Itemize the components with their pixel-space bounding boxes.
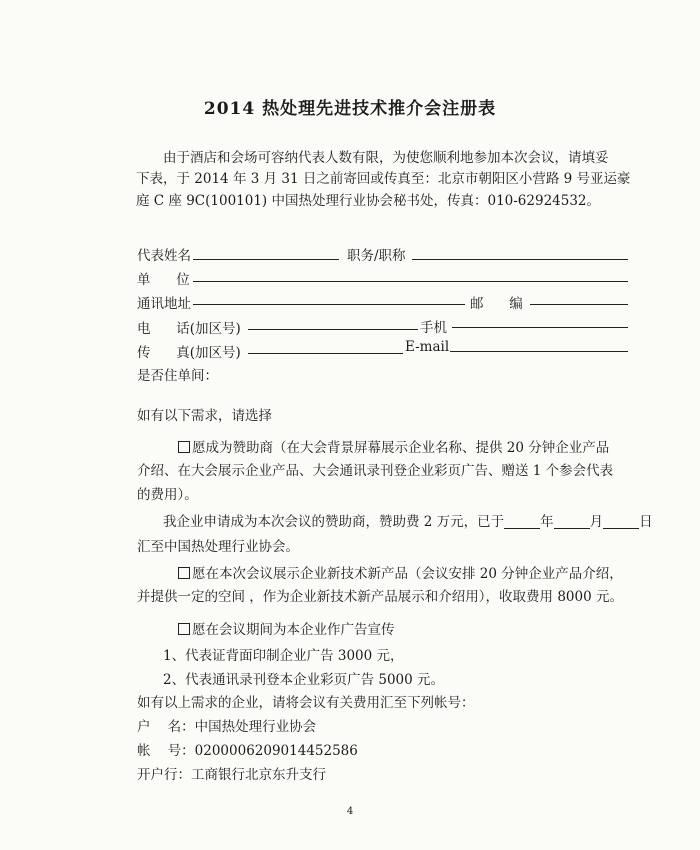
mobile-field[interactable]: [452, 327, 628, 328]
sponsor-apply-line-2: 汇至中国热处理行业协会。: [137, 539, 299, 555]
sponsor-apply-line: [163, 512, 653, 533]
page-number: 4: [346, 806, 354, 817]
account-name: 户 名：中国热处理行业协会: [137, 719, 317, 735]
room-label: 是否住单间：: [137, 368, 218, 384]
fax-label: 传 真(加区号): [137, 345, 241, 361]
account-number: 帐 号：0200006209014452586: [137, 743, 358, 759]
exhibit-line-1: 愿在本次会议展示企业新技术新产品（会议安排 20 分钟企业产品介绍，: [192, 566, 623, 582]
fax-field[interactable]: [248, 353, 403, 354]
name-label: 代表姓名: [137, 248, 191, 264]
exhibit-checkbox[interactable]: [178, 567, 190, 579]
unit-field[interactable]: [193, 281, 628, 282]
sponsor-line-3: 的费用）。: [137, 487, 198, 503]
page-title: 2014 热处理先进技术推介会注册表: [203, 99, 497, 119]
unit-label: 单 位: [137, 272, 190, 288]
advert-option: [178, 620, 395, 641]
phone-field[interactable]: [248, 329, 418, 330]
sponsor-option: [178, 438, 609, 459]
sponsor-line-1: 愿成为赞助商（在大会背景屏幕展示企业名称、提供 20 分钟企业产品: [192, 440, 610, 456]
exhibit-line-2: 并提供一定的空间 ，作为企业新技术新产品展示和介绍用），收取费用 8000 元。: [137, 589, 623, 605]
email-field[interactable]: [450, 351, 628, 352]
postcode-field[interactable]: [530, 304, 628, 305]
sponsor-line-2: 介绍、在大会展示企业产品、大会通讯录刊登企业彩页广告、赠送 1 个参会代表: [137, 463, 614, 479]
year-label: 年: [540, 514, 554, 530]
advert-item-2: 2、代表通讯录刊登本企业彩页广告 5000 元。: [163, 672, 445, 688]
position-label: 职务/职称: [347, 248, 406, 264]
sponsor-checkbox[interactable]: [178, 441, 190, 453]
year-field[interactable]: [504, 514, 540, 529]
day-label: 日: [639, 514, 653, 530]
intro-line-3: 庭 C 座 9C(100101) 中国热处理行业协会秘书处，传真：010-62924532。: [136, 193, 601, 209]
day-field[interactable]: [603, 514, 639, 529]
intro-line-2: 下表，于 2014 年 3 月 31 日之前寄回或传真至：北京市朝阳区小营路 9 号亚运豪: [136, 171, 631, 187]
sponsor-apply-text: 我企业申请成为本次会议的赞助商，赞助费 2 万元，已于: [163, 514, 505, 530]
address-field[interactable]: [193, 304, 465, 305]
position-field[interactable]: [412, 259, 628, 260]
phone-label: 电 话(加区号): [137, 321, 241, 337]
advert-item-1: 1、代表证背面印制企业广告 3000 元，: [163, 648, 404, 664]
advert-line-1: 愿在会议期间为本企业作广告宣传: [192, 622, 395, 638]
email-label: E-mail: [405, 339, 450, 355]
options-prompt: 如有以下需求，请选择: [137, 408, 272, 424]
month-label: 月: [589, 514, 604, 530]
mobile-label: 手机: [420, 320, 447, 336]
payment-intro: 如有以上需求的企业，请将会议有关费用汇至下列帐号：: [137, 695, 475, 711]
intro-line-1: 由于酒店和会场可容纳代表人数有限，为使您顺利地参加本次会议，请填妥: [163, 150, 609, 166]
bank-name: 开户行：工商银行北京东升支行: [137, 767, 326, 783]
exhibit-option: [178, 564, 623, 585]
postcode-label: 邮 编: [470, 296, 523, 312]
name-field[interactable]: [193, 259, 339, 260]
advert-checkbox[interactable]: [178, 623, 190, 635]
address-label: 通讯地址: [137, 296, 191, 312]
month-field[interactable]: [554, 514, 590, 529]
